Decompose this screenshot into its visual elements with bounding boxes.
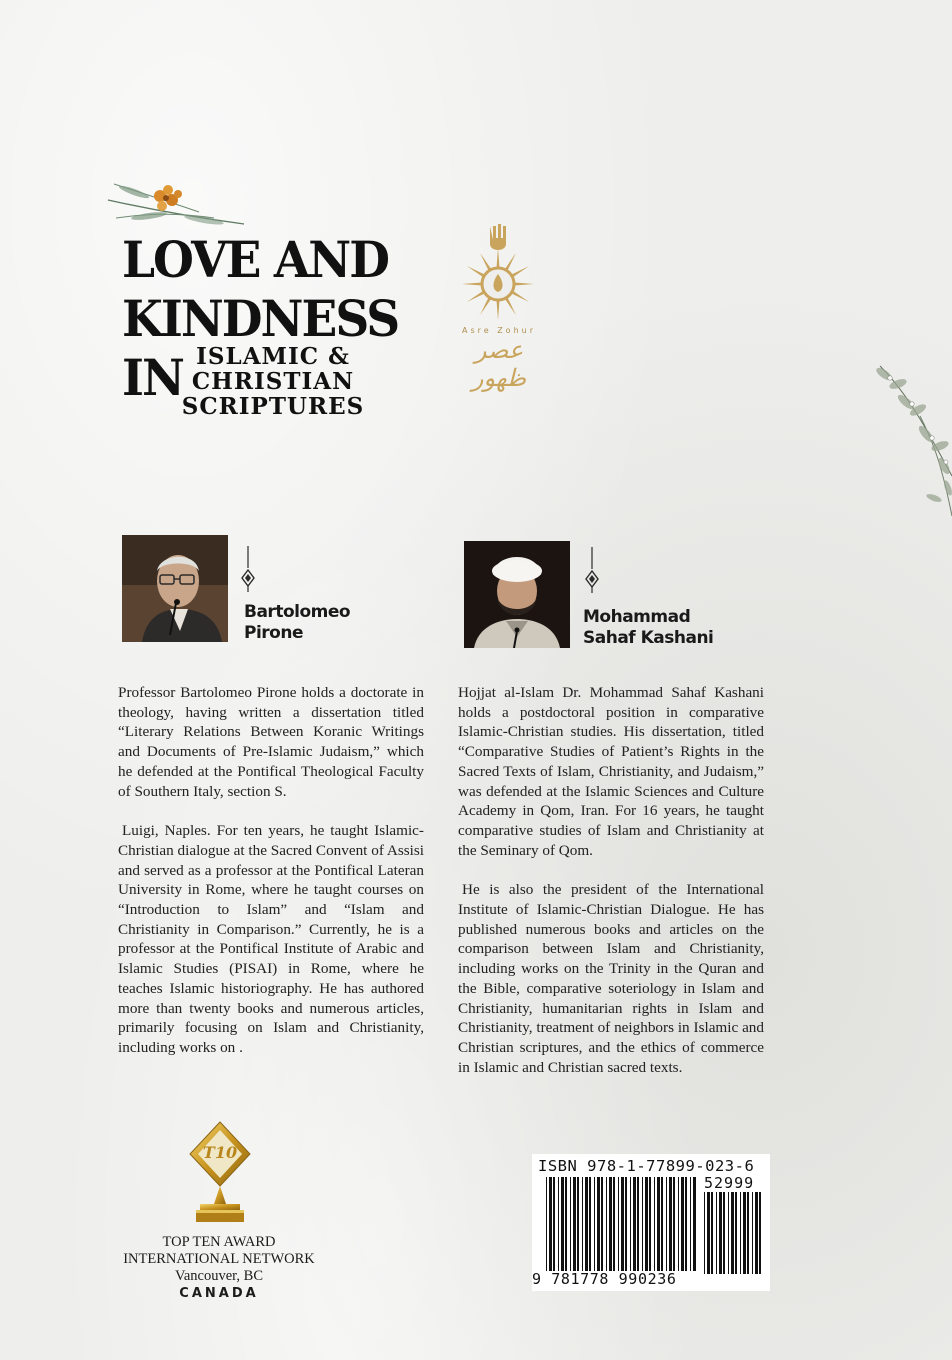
- barcode-bar: [719, 1192, 722, 1274]
- author-photo-bartolomeo-pirone: [122, 535, 228, 642]
- author-bio-mohammad-sahaf-kashani: [458, 683, 764, 1077]
- barcode-bar: [661, 1177, 663, 1271]
- barcode-bar: [755, 1192, 758, 1274]
- barcode-bar: [645, 1177, 648, 1271]
- bio-paragraph: He is also the president of the International Institute of Islamic-Christian Dialogue. He has published numerous books and articles on the comparison between Islam and Christianity, including works on the Trinity in the Quran and the Bible, comparative soteriology in Islam and Christianity, humanitarian rights in Islam and Christianity, treatment of neighbors in Islamic and Christian scriptures, and the ethics of commerce in Islamic and Christian sacred texts.: [458, 881, 764, 1076]
- barcode-bar: [649, 1177, 651, 1271]
- barcode-bar: [693, 1177, 696, 1271]
- subtitle-line-1: ISLAMIC & CHRISTIAN: [191, 343, 355, 395]
- isbn-number: ISBN 978-1-77899-023-6: [538, 1157, 755, 1175]
- barcode-bar: [740, 1192, 741, 1274]
- barcode-bar: [570, 1177, 571, 1271]
- barcode-bar: [597, 1177, 600, 1271]
- barcode-bar: [637, 1177, 639, 1271]
- author-bio-bartolomeo-pirone: [118, 683, 424, 1058]
- barcode-bar: [618, 1177, 619, 1271]
- bio-paragraph: Professor Bartolomeo Pirone holds a doctorate in theology, having written a dissertation titled “Literary Relations Between Koranic Writings and Documents of Pre-Islamic Judaism,” which he defended at the Pontifical Theological Faculty of Southern Italy, section S.: [118, 684, 424, 800]
- author-first-name: Mohammad: [583, 607, 691, 627]
- ornament-divider-icon: [241, 546, 255, 594]
- barcode-bar: [553, 1177, 555, 1271]
- award-trophy-icon: [186, 1120, 254, 1230]
- barcode-bar: [747, 1192, 749, 1274]
- barcode-bar: [728, 1192, 729, 1274]
- barcode-bar: [633, 1177, 636, 1271]
- author-photo-mohammad-sahaf-kashani: [464, 541, 570, 648]
- author-name-bartolomeo-pirone: [244, 602, 350, 644]
- barcode-bar: [666, 1177, 667, 1271]
- barcode-bar: [681, 1177, 684, 1271]
- barcode-bar: [678, 1177, 679, 1271]
- publisher-sunburst-logo: [446, 222, 550, 326]
- flower-sprig-illustration: [104, 178, 249, 238]
- price-addon-code: 52999: [704, 1174, 755, 1192]
- addon-barcode-bars: [704, 1192, 766, 1274]
- barcode-bar: [716, 1192, 717, 1274]
- barcode-bar: [621, 1177, 624, 1271]
- barcode-bar: [707, 1192, 710, 1274]
- barcode-bar: [654, 1177, 655, 1271]
- publisher-name-latin: Asre Zohur: [461, 326, 537, 335]
- ornament-divider-icon: [585, 547, 599, 595]
- barcode-bar: [690, 1177, 691, 1271]
- barcode-bar: [549, 1177, 552, 1271]
- barcode-bar: [657, 1177, 660, 1271]
- barcode-bar: [594, 1177, 595, 1271]
- barcode-bar: [546, 1177, 547, 1271]
- barcode-bar: [577, 1177, 579, 1271]
- barcode-bar: [558, 1177, 559, 1271]
- award-line-2: INTERNATIONAL NETWORK: [123, 1251, 315, 1267]
- book-subtitle: [118, 344, 428, 419]
- barcode-bar: [723, 1192, 725, 1274]
- barcode-bar: [606, 1177, 607, 1271]
- barcode-bar: [630, 1177, 631, 1271]
- barcode-bar: [673, 1177, 675, 1271]
- author-last-name: Sahaf Kashani: [583, 628, 714, 648]
- foliage-illustration: [860, 356, 952, 526]
- barcode-bar: [582, 1177, 583, 1271]
- barcode-bar: [711, 1192, 713, 1274]
- bio-paragraph: Luigi, Naples. For ten years, he taught Islamic-Christian dialogue at the Sacred Convent of Assisi and served as a professor at the Pontifical Lateran University in Rome, where he taught courses on “Introduction to Islam” and “Islam and Christianity in Comparison.” Currently, he is a professor at the Pontifical Institute of Arabic and Islamic Studies (PISAI) in Rome, where he teaches Islamic historiography. He has authored more than twenty books and numerous articles, primarily focusing on Islam and Christianity, including works on .: [118, 822, 424, 1056]
- award-line-4: CANADA: [179, 1286, 259, 1301]
- barcode-bar: [613, 1177, 615, 1271]
- ean-barcode-bars: [546, 1177, 696, 1271]
- award-line-3: Vancouver, BC: [174, 1268, 263, 1284]
- barcode-bar: [585, 1177, 588, 1271]
- barcode-bar: [642, 1177, 643, 1271]
- barcode-bar: [743, 1192, 746, 1274]
- author-last-name: Pirone: [244, 623, 303, 643]
- barcode-bar: [759, 1192, 761, 1274]
- barcode-bar: [731, 1192, 734, 1274]
- barcode-bar: [565, 1177, 567, 1271]
- subtitle-line-2: SCRIPTURES: [181, 393, 365, 420]
- barcode-bar: [685, 1177, 687, 1271]
- title-line-1: LOVE AND: [122, 232, 388, 290]
- bio-paragraph: Hojjat al-Islam Dr. Mohammad Sahaf Kashani holds a postdoctoral position in comparative Islamic-Christian studies. His dissertation, titled “Comparative Studies of Patient’s Rights in the Sacred Texts of Islam, Christianity, and Judaism,” was defended at the Islamic Sciences and Culture Academy in Qom, Iran. For 16 years, he taught comparative studies of Islam and Christianity at the Seminary of Qom.: [458, 684, 764, 859]
- barcode-bar: [735, 1192, 737, 1274]
- author-first-name: Bartolomeo: [244, 602, 351, 622]
- barcode-bar: [625, 1177, 627, 1271]
- award-caption: [113, 1234, 325, 1302]
- barcode-bar: [573, 1177, 576, 1271]
- author-name-mohammad-sahaf-kashani: [583, 607, 713, 649]
- barcode-bar: [589, 1177, 591, 1271]
- publisher-name-arabic: عصر ظهور: [471, 336, 527, 392]
- barcode-bar: [669, 1177, 672, 1271]
- barcode-bar: [561, 1177, 564, 1271]
- award-badge-label: T10: [202, 1143, 238, 1162]
- ean-digits: 9 781778 990236: [532, 1270, 677, 1288]
- title-line-2: KINDNESS IN: [122, 290, 399, 408]
- award-line-1: TOP TEN AWARD: [162, 1234, 276, 1250]
- barcode-bar: [601, 1177, 603, 1271]
- barcode-bar: [609, 1177, 612, 1271]
- barcode-bar: [704, 1192, 705, 1274]
- barcode-bar: [752, 1192, 753, 1274]
